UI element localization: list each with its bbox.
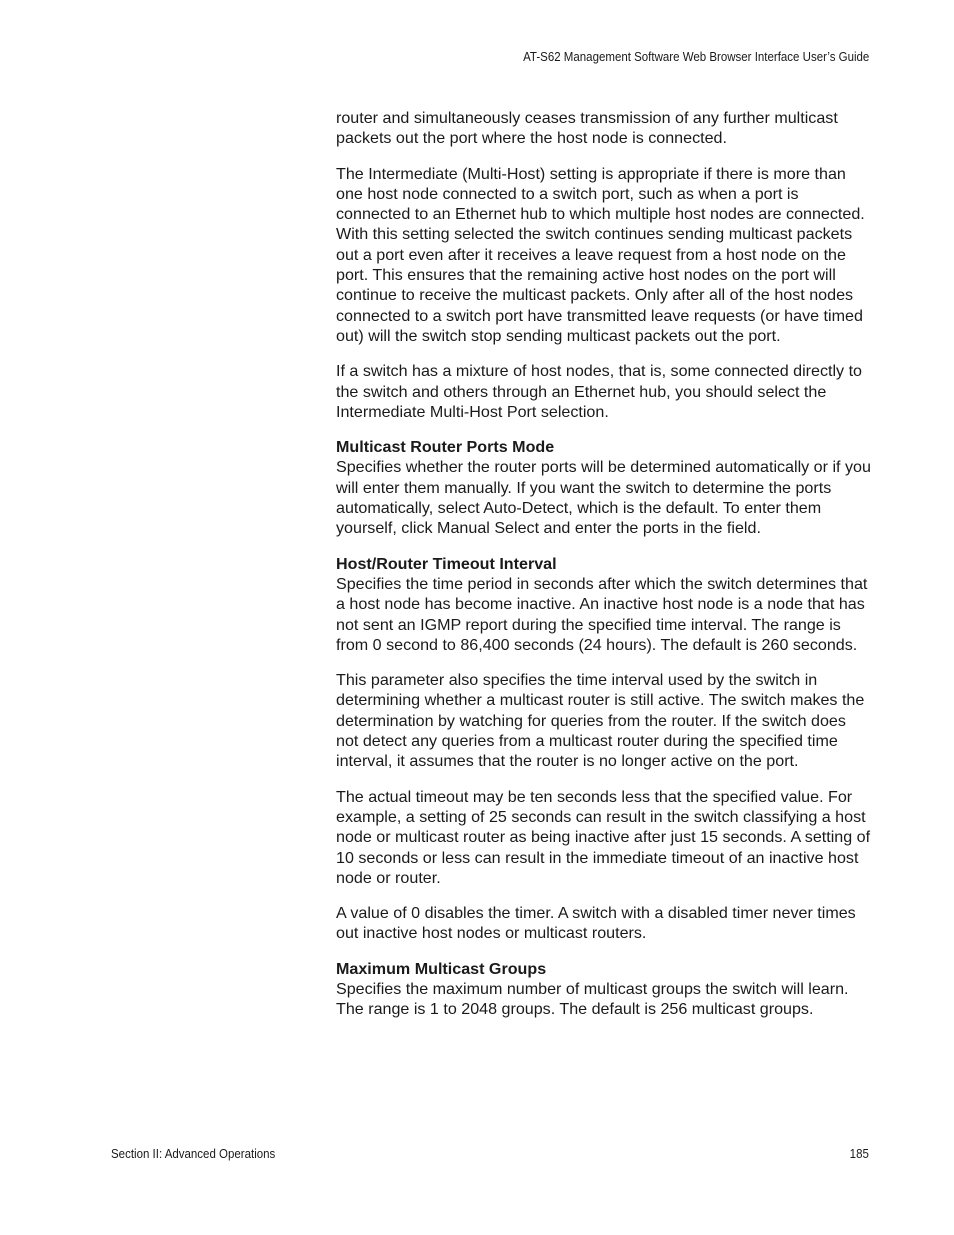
paragraph: Specifies whether the router ports will be determined automatically or if you will enter them manually. If you want the switch to determine the ports automatically, select Auto-Detect, which is the default. To enter them yourself, click Manual Select and enter the ports in the field. [336, 458, 871, 538]
footer-page-number: 185 [849, 1147, 869, 1161]
paragraph: Specifies the maximum number of multicast groups the switch will learn. The range is 1 to 2048 groups. The default is 256 multicast groups. [336, 979, 849, 1019]
section-heading-router-ports: Multicast Router Ports Mode [336, 438, 555, 457]
paragraph: The Intermediate (Multi-Host) setting is appropriate if there is more than one host node connected to a switch port, such as when a port is connected to an Ethernet hub to which multiple host nodes are connected. With this setting selected the switch continues sending multicast packets out a port even after it receives a leave request from a host node on the port. This ensures that the remaining active host nodes on the port will continue to receive the multicast packets. Only after all of the host nodes connected to a switch port have transmitted leave requests (or have timed out) will the switch stop sending multicast packets out the port. [336, 164, 865, 345]
section-heading-timeout: Host/Router Timeout Interval [336, 554, 557, 573]
footer-section-label: Section II: Advanced Operations [111, 1147, 276, 1161]
section-heading-max-groups: Maximum Multicast Groups [336, 959, 547, 978]
running-header: AT-S62 Management Software Web Browser Interface User’s Guide [522, 50, 869, 64]
paragraph: This parameter also specifies the time interval used by the switch in determining whether a multicast router is still active. The switch makes the determination by watching for queries from the router. If the switch does not detect any queries from a multicast router during the specified time interval, it assumes that the router is no longer active on the port. [336, 671, 865, 771]
paragraph: If a switch has a mixture of host nodes, that is, some connected directly to the switch and others through an Ethernet hub, you should select the Intermediate Multi-Host Port selection. [336, 362, 862, 421]
page-content [336, 108, 871, 1035]
paragraph: router and simultaneously ceases transmission of any further multicast packets out the port where the host node is connected. [336, 109, 838, 148]
paragraph: The actual timeout may be ten seconds less that the specified value. For example, a setting of 25 seconds can result in the switch classifying a host node or multicast router as being inactive after just 15 seconds. A setting of 10 seconds or less can result in the immediate timeout of an inactive host node or router. [336, 787, 871, 887]
paragraph: A value of 0 disables the timer. A switch with a disabled timer never times out inactive host nodes or multicast routers. [336, 904, 856, 943]
paragraph: Specifies the time period in seconds after which the switch determines that a host node has become inactive. An inactive host node is a node that has not sent an IGMP report during the specified time interval. The range is from 0 second to 86,400 seconds (24 hours). The default is 260 seconds. [336, 574, 868, 654]
